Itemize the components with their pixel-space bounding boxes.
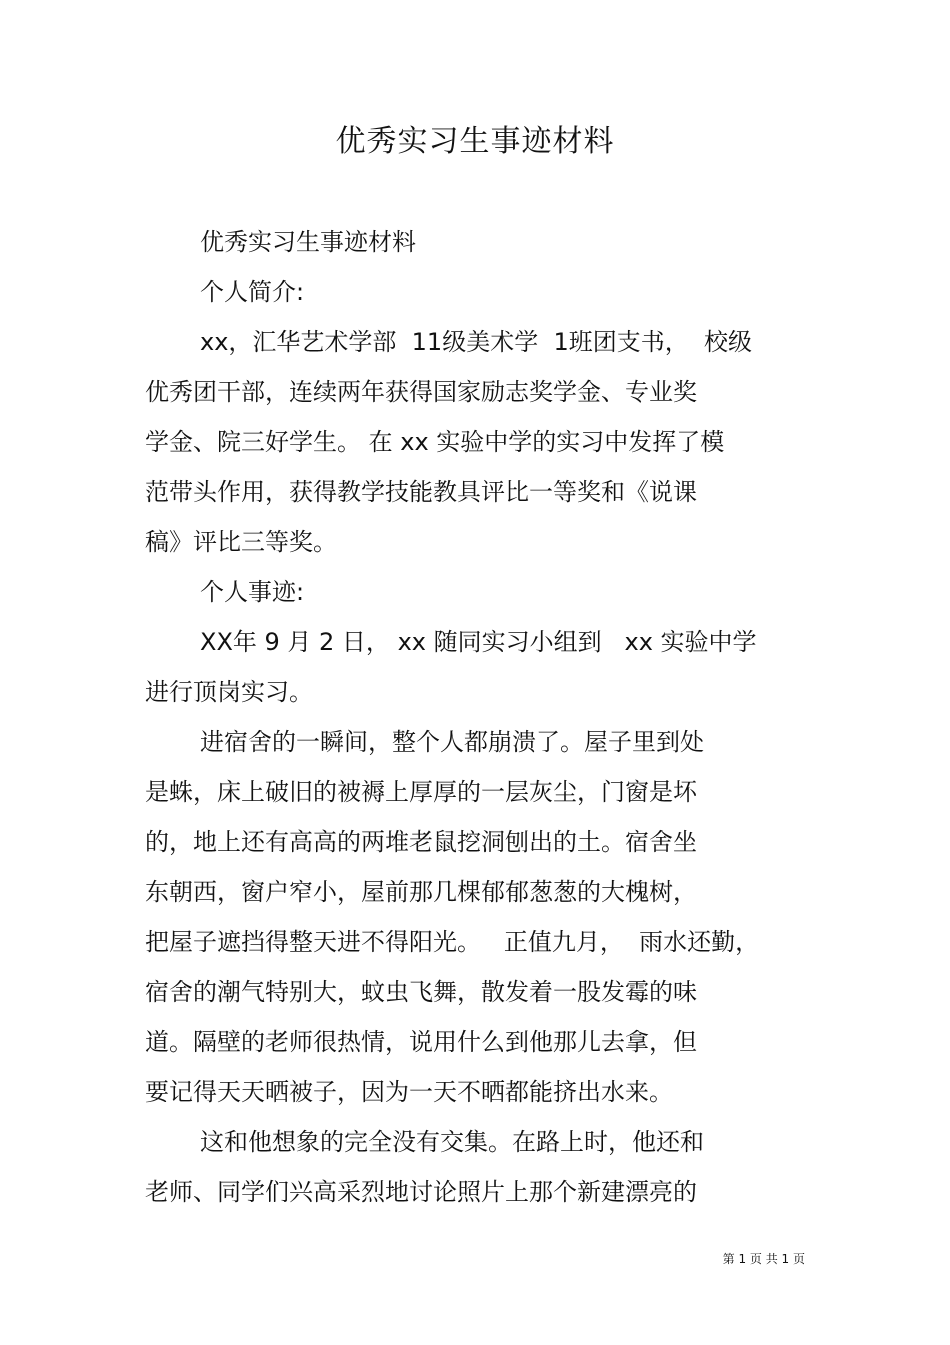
body-line: 优秀实习生事迹材料 (200, 228, 416, 256)
body-line: 范带头作用，获得教学技能教具评比一等奖和《说课 (145, 478, 697, 506)
body-line: XX年 9 月 2 日， xx 随同实习小组到 xx 实验中学 (200, 628, 757, 656)
body-line: xx，汇华艺术学部 11级美术学 1班团支书， 校级 (200, 328, 752, 356)
body-line: 东朝西，窗户窄小，屋前那几棵郁郁葱葱的大槐树， (145, 878, 697, 906)
page-number-footer: 第 1 页 共 1 页 (722, 1252, 805, 1266)
body-line: 老师、同学们兴高采烈地讨论照片上那个新建漂亮的 (145, 1178, 697, 1206)
body-line: 优秀团干部，连续两年获得国家励志奖学金、专业奖 (145, 378, 697, 406)
body-line: 学金、院三好学生。 在 xx 实验中学的实习中发挥了模 (145, 428, 725, 456)
body-line: 道。隔壁的老师很热情，说用什么到他那儿去拿，但 (145, 1028, 697, 1056)
body-line: 是蛛，床上破旧的被褥上厚厚的一层灰尘，门窗是坏 (145, 778, 697, 806)
body-line: 个人事迹: (200, 578, 305, 606)
body-line: 的，地上还有高高的两堆老鼠挖洞刨出的土。宿舍坐 (145, 828, 697, 856)
body-line: 进行顶岗实习。 (145, 678, 313, 706)
body-line: 进宿舍的一瞬间，整个人都崩溃了。屋子里到处 (200, 728, 704, 756)
body-line: 把屋子遮挡得整天进不得阳光。 正值九月， 雨水还勤， (145, 928, 760, 956)
body-line: 稿》评比三等奖。 (145, 528, 337, 556)
body-line: 个人简介: (200, 278, 305, 306)
document-title: 优秀实习生事迹材料 (335, 124, 615, 159)
body-line: 这和他想象的完全没有交集。在路上时，他还和 (200, 1128, 704, 1156)
body-line: 要记得天天晒被子，因为一天不晒都能挤出水来。 (145, 1078, 673, 1106)
body-line: 宿舍的潮气特别大，蚊虫飞舞，散发着一股发霉的味 (145, 978, 697, 1006)
